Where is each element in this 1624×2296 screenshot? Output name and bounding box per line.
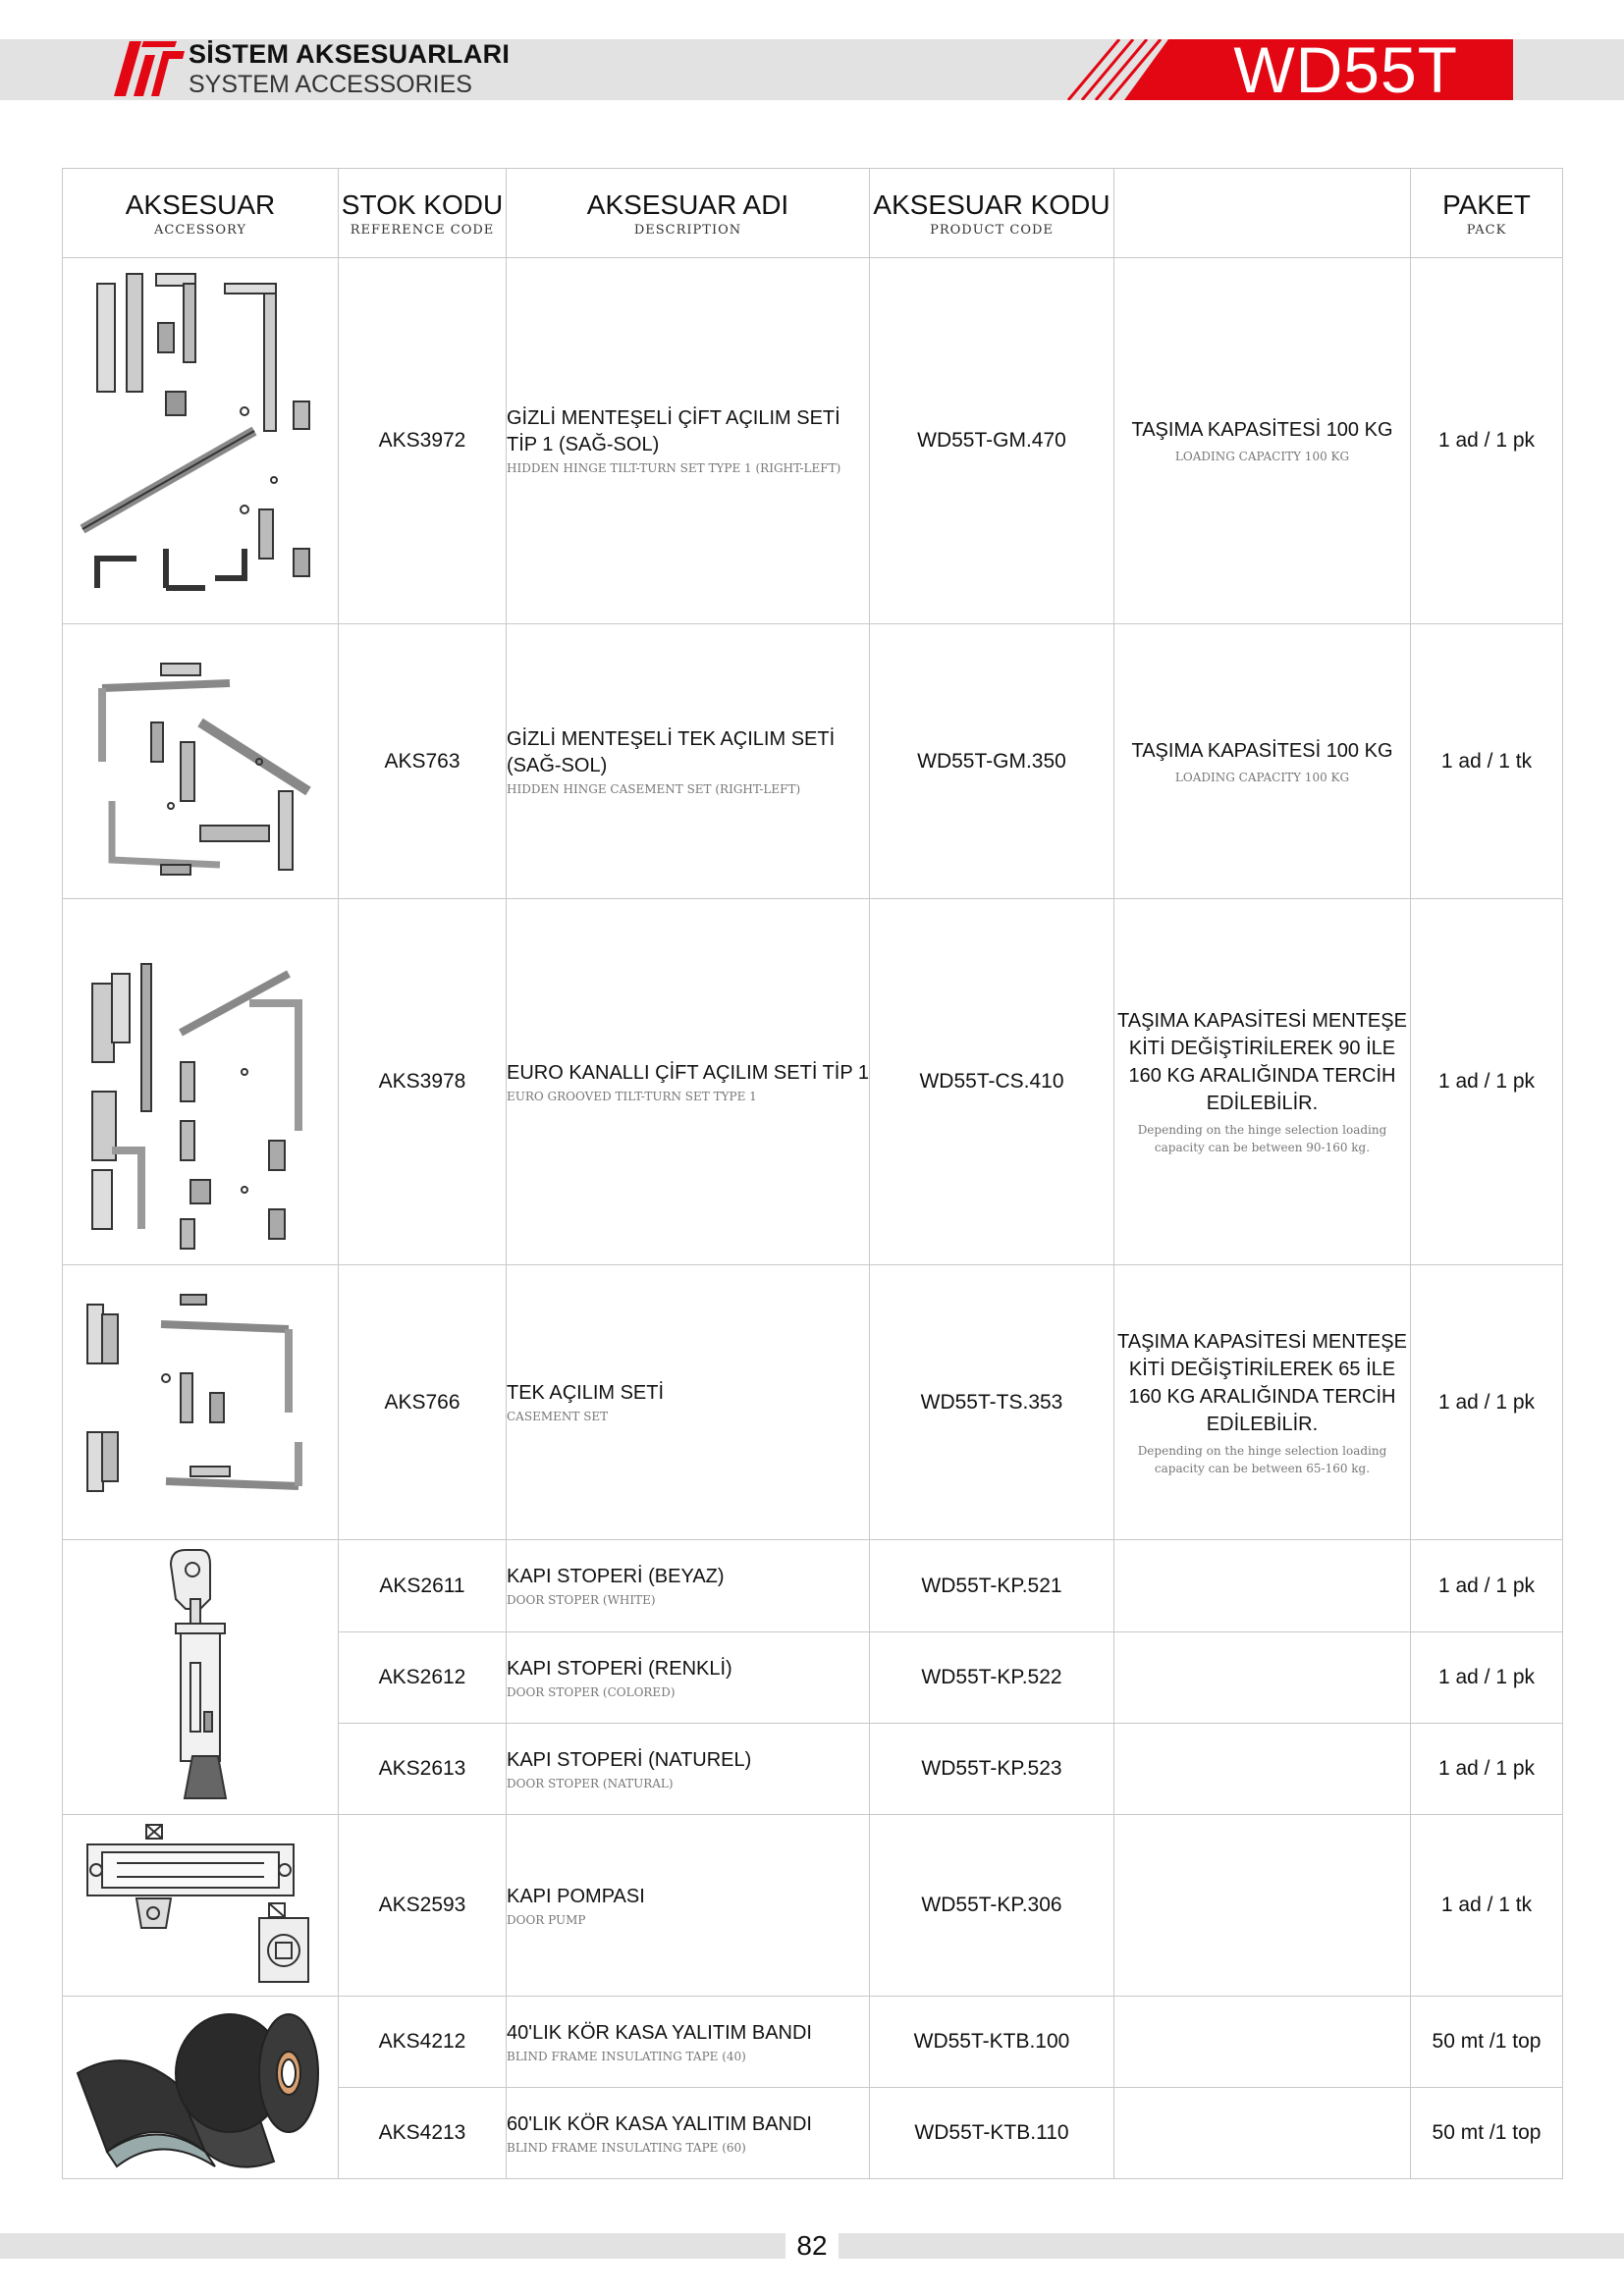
accessory-name-cell bbox=[507, 1997, 870, 2088]
accessory-name-en: CASEMENT SET bbox=[507, 1410, 609, 1423]
product-code: WD55T-TS.353 bbox=[870, 1265, 1114, 1540]
accessory-name: KAPI STOPERİ (RENKLİ) bbox=[507, 1657, 732, 1680]
accessory-name: KAPI STOPERİ (NATUREL) bbox=[507, 1748, 752, 1771]
note-cell bbox=[1114, 1540, 1411, 1632]
accessory-name-cell bbox=[507, 1724, 870, 1815]
col-header-note bbox=[1114, 169, 1411, 258]
stock-code: AKS3972 bbox=[339, 258, 507, 624]
series-code: WD55T bbox=[1233, 33, 1458, 106]
accessory-name: TEK AÇILIM SETİ bbox=[507, 1382, 665, 1404]
casement-hardware-set-image bbox=[73, 644, 328, 880]
stock-code: AKS2611 bbox=[339, 1540, 507, 1632]
col-header-name: AKSESUAR ADI DESCRIPTION bbox=[507, 169, 870, 258]
table-row bbox=[63, 624, 1563, 899]
header-title-tr: SİSTEM AKSESUARLARI bbox=[189, 39, 511, 69]
accessory-name: GİZLİ MENTEŞELİ ÇİFT AÇILIM SETİ TİP 1 (SAĞ-SOL) bbox=[507, 407, 840, 455]
product-code: WD55T-KTB.100 bbox=[870, 1997, 1114, 2088]
accessory-name-cell bbox=[507, 624, 870, 899]
accessory-name-cell bbox=[507, 1540, 870, 1632]
tilt-turn-hardware-set-image bbox=[68, 264, 333, 617]
note-cell bbox=[1114, 1815, 1411, 1997]
table-row bbox=[63, 258, 1563, 624]
accessory-name-en: BLIND FRAME INSULATING TAPE (40) bbox=[507, 2049, 746, 2063]
stock-code: AKS2593 bbox=[339, 1815, 507, 1997]
accessory-name-en: DOOR STOPER (WHITE) bbox=[507, 1593, 656, 1607]
accessory-name-cell bbox=[507, 1632, 870, 1724]
note-text-en: LOADING CAPACITY 100 KG bbox=[1174, 770, 1350, 784]
accessory-name-en: HIDDEN HINGE CASEMENT SET (RIGHT-LEFT) bbox=[507, 781, 801, 796]
col-header-pack: PAKET PACK bbox=[1411, 169, 1563, 258]
product-image-cell bbox=[63, 1265, 339, 1540]
accessory-name-cell bbox=[507, 258, 870, 624]
accessories-table bbox=[62, 168, 1563, 2179]
product-code: WD55T-GM.350 bbox=[870, 624, 1114, 899]
pack-qty: 1 ad / 1 pk bbox=[1411, 1265, 1563, 1540]
accessory-name: KAPI STOPERİ (BEYAZ) bbox=[507, 1566, 725, 1587]
product-code: WD55T-GM.470 bbox=[870, 258, 1114, 624]
accessory-name-en: DOOR STOPER (COLORED) bbox=[507, 1684, 676, 1699]
note-text: TAŞIMA KAPASİTESİ 100 KG bbox=[1131, 419, 1393, 441]
pack-qty: 50 mt /1 top bbox=[1411, 1997, 1563, 2088]
door-closer-image bbox=[73, 1820, 328, 1992]
product-image-cell bbox=[63, 1815, 339, 1997]
note-cell bbox=[1114, 1997, 1411, 2088]
product-code: WD55T-CS.410 bbox=[870, 899, 1114, 1265]
table-row bbox=[63, 1540, 1563, 1632]
note-text: TAŞIMA KAPASİTESİ MENTEŞE KİTİ DEĞİŞTİRİLEREK 65 İLE 160 KG ARALIĞINDA TERCİH EDİLEBİLİR. bbox=[1117, 1330, 1407, 1435]
pack-qty: 50 mt /1 top bbox=[1411, 2088, 1563, 2179]
product-image-cell bbox=[63, 899, 339, 1265]
note-cell bbox=[1114, 1724, 1411, 1815]
col-header-stock: STOK KODU REFERENCE CODE bbox=[339, 169, 507, 258]
note-cell bbox=[1114, 624, 1411, 899]
table-row bbox=[63, 1997, 1563, 2088]
note-text-en: LOADING CAPACITY 100 KG bbox=[1174, 450, 1350, 463]
product-image-cell bbox=[63, 1540, 339, 1815]
accessory-name-en: BLIND FRAME INSULATING TAPE (60) bbox=[507, 2140, 746, 2155]
note-text-en: Depending on the hinge selection loading capacity can be between 65-160 kg. bbox=[1137, 1443, 1387, 1475]
casement-set-image bbox=[73, 1285, 328, 1521]
table-header-row bbox=[63, 169, 1563, 258]
accessory-name-en: EURO GROOVED TILT-TURN SET TYPE 1 bbox=[507, 1089, 757, 1103]
note-cell bbox=[1114, 899, 1411, 1265]
stock-code: AKS2612 bbox=[339, 1632, 507, 1724]
pack-qty: 1 ad / 1 pk bbox=[1411, 1632, 1563, 1724]
product-image-cell bbox=[63, 1997, 339, 2179]
stock-code: AKS766 bbox=[339, 1265, 507, 1540]
accessory-name-cell bbox=[507, 899, 870, 1265]
stock-code: AKS2613 bbox=[339, 1724, 507, 1815]
product-image-cell bbox=[63, 624, 339, 899]
product-code: WD55T-KP.521 bbox=[870, 1540, 1114, 1632]
stock-code: AKS4213 bbox=[339, 2088, 507, 2179]
pack-qty: 1 ad / 1 tk bbox=[1411, 1815, 1563, 1997]
insulating-tape-roll-image bbox=[68, 2004, 333, 2171]
product-code: WD55T-KTB.110 bbox=[870, 2088, 1114, 2179]
accessory-name-en: HIDDEN HINGE TILT-TURN SET TYPE 1 (RIGHT-LEFT) bbox=[507, 461, 841, 475]
accessory-name: GİZLİ MENTEŞELİ TEK AÇILIM SETİ (SAĞ-SOL) bbox=[507, 727, 836, 776]
note-text: TAŞIMA KAPASİTESİ MENTEŞE KİTİ DEĞİŞTİRİLEREK 90 İLE 160 KG ARALIĞINDA TERCİH EDİLEBİLİR. bbox=[1117, 1010, 1407, 1114]
ap-logo-icon bbox=[108, 37, 187, 98]
euro-groove-hardware-set-image bbox=[73, 905, 328, 1258]
col-header-product: AKSESUAR KODU PRODUCT CODE bbox=[870, 169, 1114, 258]
header-title-en: SYSTEM ACCESSORIES bbox=[189, 71, 472, 98]
table-row bbox=[63, 899, 1563, 1265]
door-stopper-image bbox=[132, 1545, 269, 1810]
accessory-name-cell bbox=[507, 1265, 870, 1540]
stock-code: AKS4212 bbox=[339, 1997, 507, 2088]
pack-qty: 1 ad / 1 pk bbox=[1411, 258, 1563, 624]
product-code: WD55T-KP.306 bbox=[870, 1815, 1114, 1997]
note-cell bbox=[1114, 1632, 1411, 1724]
product-code: WD55T-KP.523 bbox=[870, 1724, 1114, 1815]
product-code: WD55T-KP.522 bbox=[870, 1632, 1114, 1724]
accessory-name: 40'LIK KÖR KASA YALITIM BANDI bbox=[507, 2021, 812, 2044]
stock-code: AKS763 bbox=[339, 624, 507, 899]
table-row bbox=[63, 1265, 1563, 1540]
stock-code: AKS3978 bbox=[339, 899, 507, 1265]
note-text: TAŞIMA KAPASİTESİ 100 KG bbox=[1131, 739, 1393, 762]
accessory-name-en: DOOR STOPER (NATURAL) bbox=[507, 1776, 674, 1790]
note-cell bbox=[1114, 258, 1411, 624]
note-cell bbox=[1114, 2088, 1411, 2179]
accessory-name-cell bbox=[507, 1815, 870, 1997]
note-text-en: Depending on the hinge selection loading capacity can be between 90-160 kg. bbox=[1137, 1123, 1387, 1154]
pack-qty: 1 ad / 1 pk bbox=[1411, 899, 1563, 1265]
pack-qty: 1 ad / 1 pk bbox=[1411, 1724, 1563, 1815]
product-image-cell bbox=[63, 258, 339, 624]
note-cell bbox=[1114, 1265, 1411, 1540]
accessory-name-en: DOOR PUMP bbox=[507, 1912, 586, 1927]
pack-qty: 1 ad / 1 tk bbox=[1411, 624, 1563, 899]
table-row bbox=[63, 1815, 1563, 1997]
accessory-name: KAPI POMPASI bbox=[507, 1885, 645, 1907]
accessory-name-cell bbox=[507, 2088, 870, 2179]
page-number: 82 bbox=[785, 2230, 839, 2262]
col-header-accessory: AKSESUAR ACCESSORY bbox=[63, 169, 339, 258]
accessory-name: EURO KANALLI ÇİFT AÇILIM SETİ TİP 1 bbox=[507, 1061, 870, 1084]
pack-qty: 1 ad / 1 pk bbox=[1411, 1540, 1563, 1632]
accessory-name: 60'LIK KÖR KASA YALITIM BANDI bbox=[507, 2112, 812, 2135]
